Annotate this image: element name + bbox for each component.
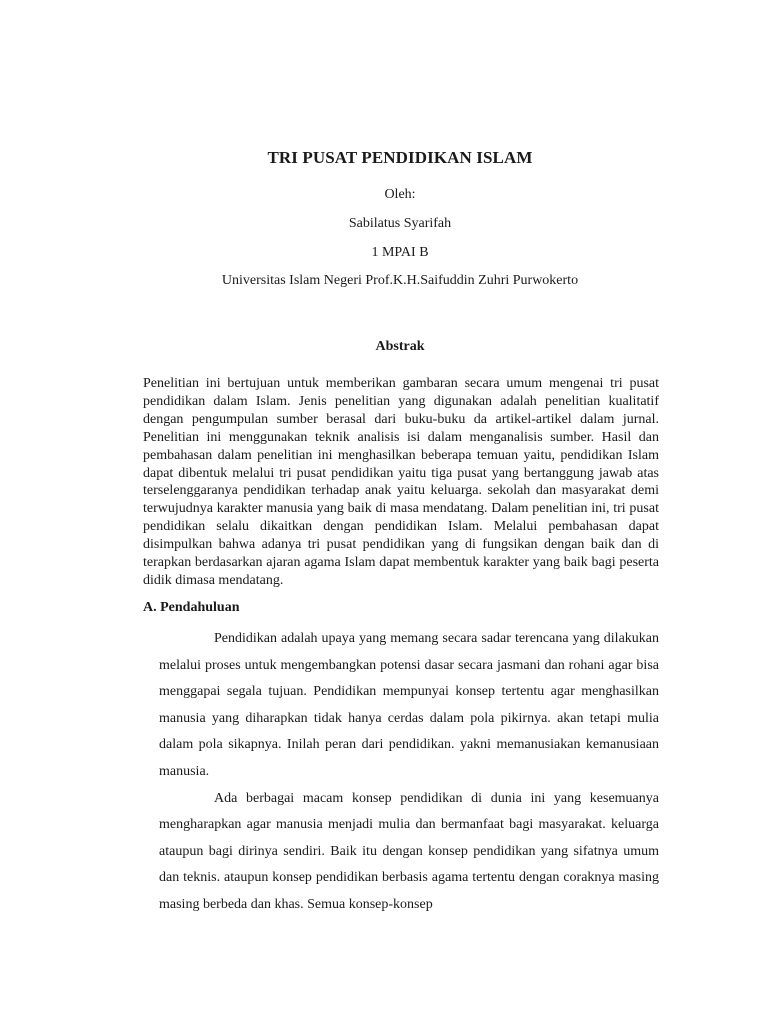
section-heading-pendahuluan: A. Pendahuluan (143, 600, 240, 615)
author-university: Universitas Islam Negeri Prof.K.H.Saifuddin Zuhri Purwokerto (221, 273, 579, 288)
body-paragraph: Ada berbagai macam konsep pendidikan di dunia ini yang kesemuanya mengharapkan agar manusia menjadi mulia dan bermanfaat bagi masyarakat. keluarga ataupun bagi dirinya sendiri. Baik itu dengan konsep pendidikan yang sifatnya umum dan teknis. ataupun konsep pendidikan berbasis agama tertentu dengan coraknya masing masing berbeda dan khas. Semua konsep-konsep (159, 790, 659, 912)
author-class: 1 MPAI B (371, 245, 429, 260)
abstract-text: Penelitian ini bertujuan untuk memberikan gambaran secara umum mengenai tri pusat pendidikan dalam Islam. Jenis penelitian yang digunakan adalah penelitian kualitatif dengan pengumpulan sumber berasal dari buku-buku da artikel-artikel dalam jurnal. Penelitian ini menggunakan teknik analisis isi dalam menganalisis sumber. Hasil dan pembahasan dalam penelitian ini menghasilkan beberapa temuan yaitu, pendidikan Islam dapat dibentuk melalui tri pusat pendidikan yaitu tiga pusat yang bertanggung jawab atas terselenggaranya pendidikan terhadap anak yaitu keluarga. sekolah dan masyarakat demi terwujudnya karakter manusia yang baik di masa mendatang. Dalam penelitian ini, tri pusat pendidikan selalu dikaitkan dengan pendidikan Islam. Melalui pembahasan dapat disimpulkan bahwa adanya tri pusat pendidikan yang di fungsikan dengan baik dan di terapkan berdasarkan ajaran agama Islam dapat membentuk karakter yang baik bagi peserta didik dimasa mendatang. (143, 376, 659, 588)
author-name: Sabilatus Syarifah (348, 216, 452, 231)
body-paragraph: Pendidikan adalah upaya yang memang secara sadar terencana yang dilakukan melalui proses untuk mengembangkan potensi dasar secara jasmani dan rohani agar bisa menggapai segala tujuan. Pendidikan mempunyai konsep tertentu agar menghasilkan manusia yang diharapkan tidak hanya cerdas dalam pola pikirnya. akan tetapi mulia dalam pola sikapnya. Inilah peran dari pendidikan. yakni memanusiakan kemanusiaan manusia. (159, 631, 659, 779)
section-body-pendahuluan (159, 626, 659, 919)
paper-title: TRI PUSAT PENDIDIKAN ISLAM (267, 148, 533, 167)
abstract-heading: Abstrak (375, 339, 425, 354)
by-label: Oleh: (384, 187, 416, 202)
